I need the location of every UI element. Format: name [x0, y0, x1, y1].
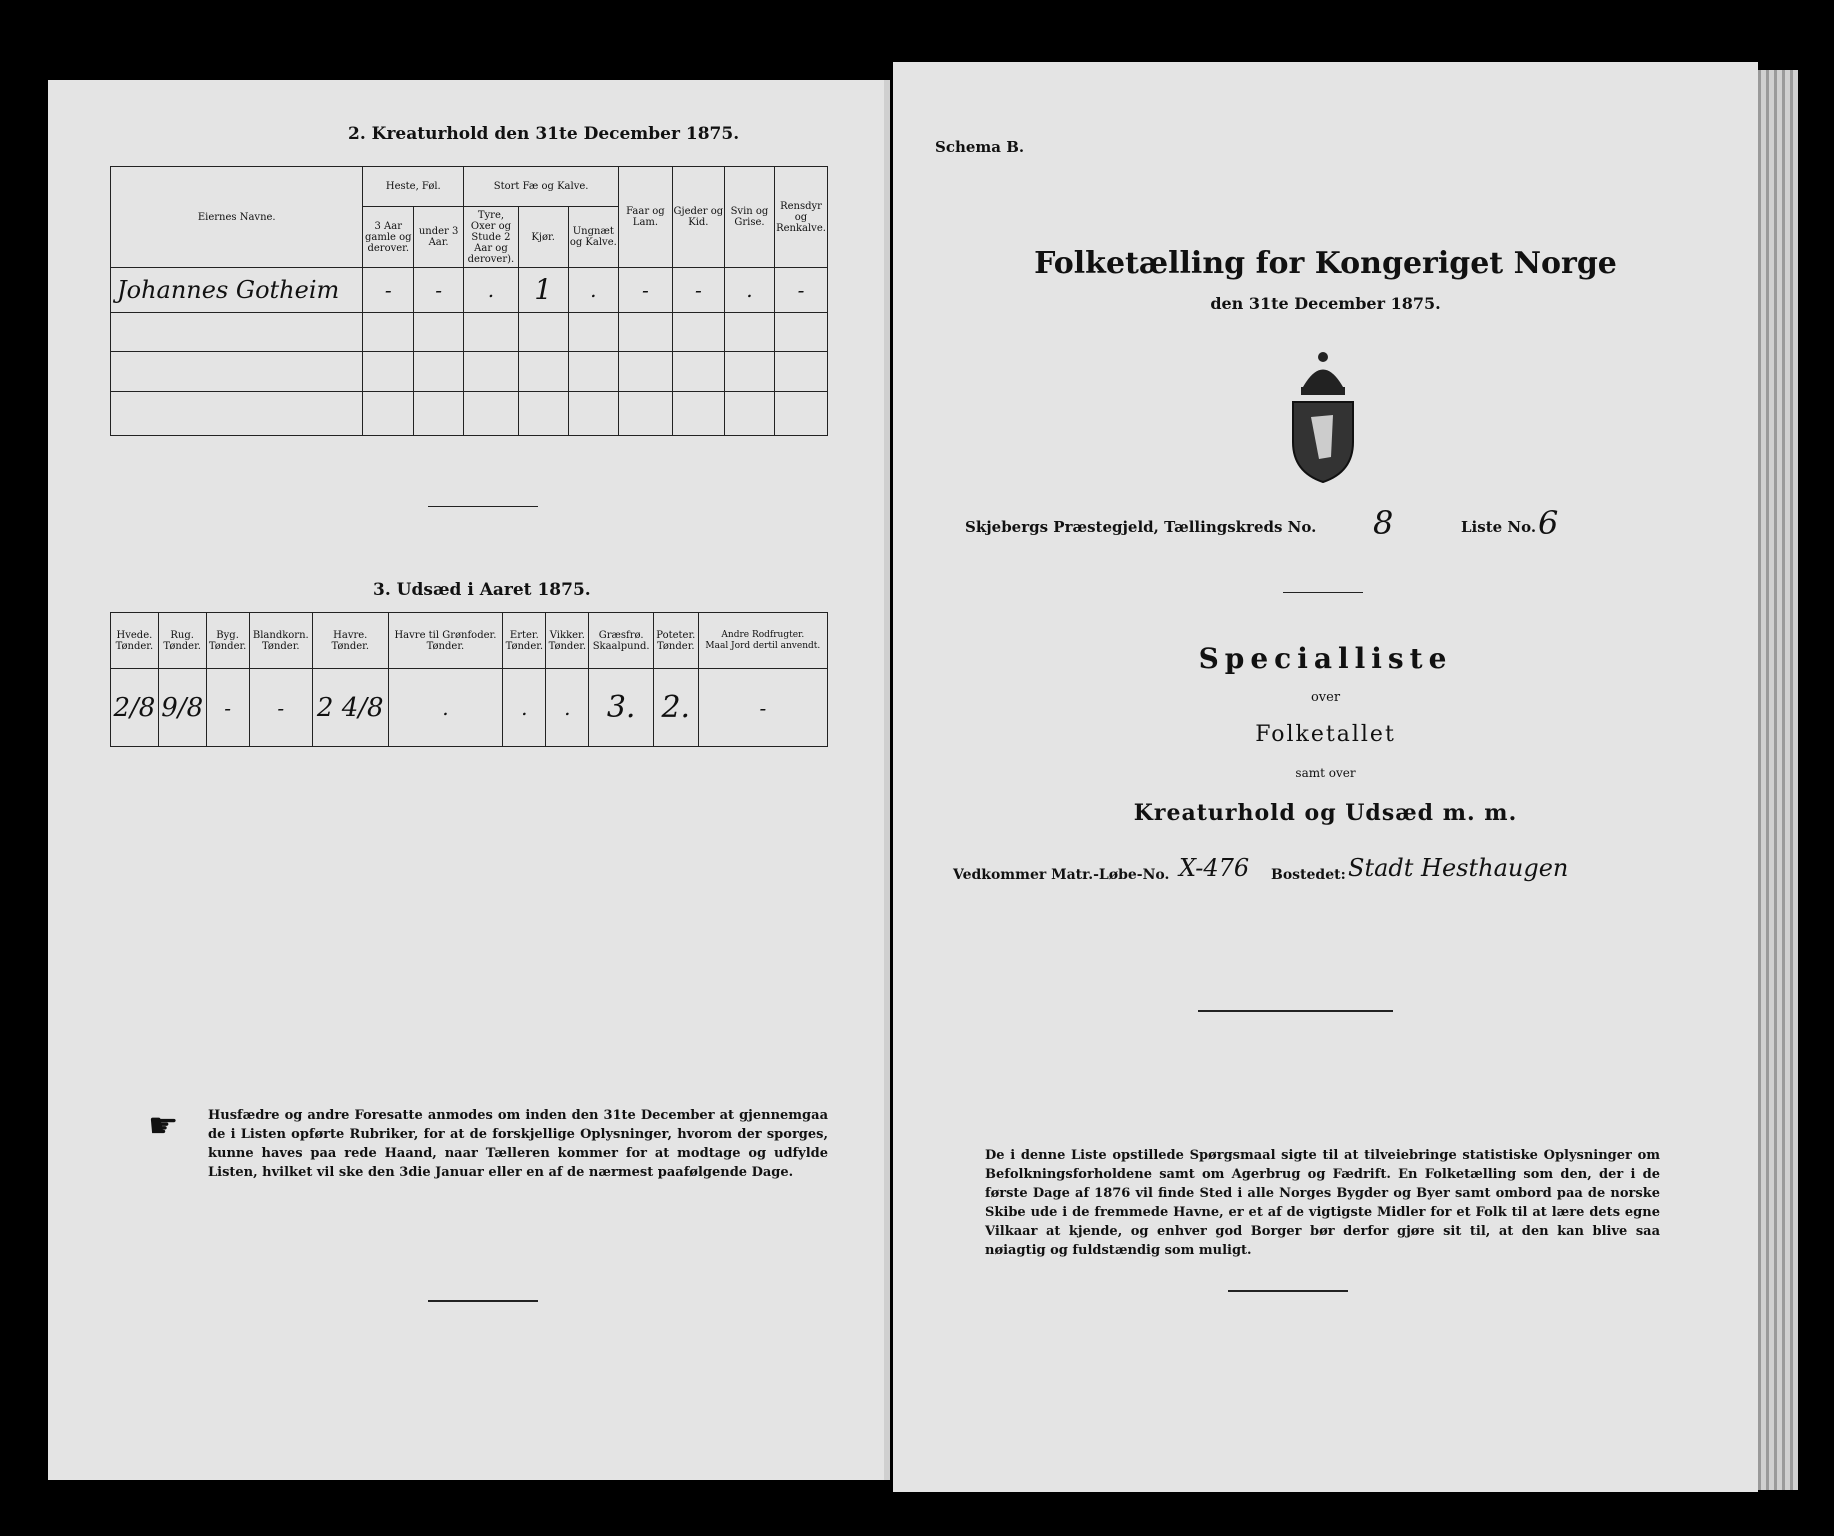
seed-header — [546, 613, 589, 669]
seed-name: Erter. — [509, 629, 539, 641]
seed-header — [653, 613, 698, 669]
seed-name: Vikker. — [549, 629, 585, 641]
seed-value: 2 4/8 — [313, 669, 388, 747]
divider — [1198, 1010, 1393, 1012]
pointing-hand-icon: ☛ — [148, 1106, 179, 1146]
divider — [428, 506, 538, 507]
section2-title: 2. Kreaturhold den 31te December 1875. — [348, 124, 740, 144]
livestock-table — [110, 166, 828, 436]
seed-name: Blandkorn. — [252, 629, 309, 641]
seed-value: . — [546, 669, 589, 747]
seed-value: 9/8 — [158, 669, 206, 747]
seed-unit: Tønder. — [163, 640, 201, 652]
seed-name: Hvede. — [116, 629, 153, 641]
col-owner: Eiernes Navne. — [111, 167, 363, 268]
col-horses-old: 3 Aar gamle og derover. — [363, 206, 414, 268]
divider — [428, 1300, 538, 1302]
seed-unit: Maal Jord dertil anvendt. — [705, 640, 821, 651]
livestock-value: 1 — [518, 268, 568, 312]
seed-header — [206, 613, 249, 669]
livestock-value: - — [363, 268, 414, 312]
seed-value: - — [249, 669, 312, 747]
seed-header — [503, 613, 546, 669]
divider — [1228, 1290, 1348, 1292]
col-reindeer: Rensdyr og Renkalve. — [775, 167, 828, 268]
seed-name: Byg. — [216, 629, 239, 641]
parish-label: Skjebergs Præstegjeld, Tællingskreds No. — [965, 518, 1317, 536]
seed-header — [313, 613, 388, 669]
seed-value: - — [698, 669, 827, 747]
section3-title: 3. Udsæd i Aaret 1875. — [373, 580, 591, 600]
seed-unit: Tønder. — [331, 640, 370, 652]
col-sheep: Faar og Lam. — [619, 167, 673, 268]
seed-name: Havre til Grønfoder. — [394, 629, 497, 641]
col-calves: Ungnæt og Kalve. — [568, 206, 619, 268]
right-page — [893, 62, 1758, 1492]
livestock-value: . — [568, 268, 619, 312]
seed-value: 3. — [589, 669, 654, 747]
seed-unit: Tønder. — [208, 640, 247, 652]
specialliste-title: Specialliste — [1198, 642, 1453, 675]
seed-header — [589, 613, 654, 669]
livestock-value: . — [724, 268, 774, 312]
seed-unit: Tønder. — [115, 640, 154, 652]
bosted-label: Bostedet: — [1271, 867, 1346, 883]
seed-header — [111, 613, 159, 669]
seed-value: 2/8 — [111, 669, 159, 747]
livestock-value: . — [464, 268, 519, 312]
seed-name: Havre. — [333, 629, 368, 641]
matr-value: X-476 — [1179, 854, 1250, 882]
schema-label: Schema B. — [935, 138, 1025, 156]
seed-value: - — [206, 669, 249, 747]
bosted-value: Stadt Hesthaugen — [1348, 854, 1569, 882]
owner-name: Johannes Gotheim — [111, 268, 363, 312]
footer-text: De i denne Liste opstillede Spørgsmaal sigte til at tilveiebringe statistiske Oplysninger om Befolkningsforholdene samt om Agerbrug og Fædrift. En Folketælling som den, der i de første Dage af 1876 vil finde Sted i alle Norges Bygder og Byer samt ombord paa de norske Skibe ude i de fremmede Havne, er et af de vigtigste Midler for et Folk til at lære dets egne Vilkaar at kjende, og enhver god Borger bør derfor gjøre sit til, at den kan blive saa nøiagtig og fuldstændig som muligt. — [985, 1148, 1660, 1258]
col-bulls: Tyre, Oxer og Stude 2 Aar og derover). — [464, 206, 519, 268]
seed-header — [698, 613, 827, 669]
main-title: Folketælling for Kongeriget Norge — [1034, 246, 1617, 281]
over-label: over — [1310, 690, 1341, 705]
seed-unit: Skaalpund. — [592, 640, 650, 652]
seed-unit: Tønder. — [262, 640, 300, 652]
coat-of-arms-icon — [1283, 347, 1363, 487]
seed-header — [249, 613, 312, 669]
col-pigs: Svin og Grise. — [724, 167, 774, 268]
seed-unit: Tønder. — [426, 640, 465, 652]
samt-over-label: samt over — [1295, 766, 1356, 780]
seed-header — [388, 613, 503, 669]
notice-text: Husfædre og andre Foresatte anmodes om inden den 31te December at gjennemgaa de i Listen opførte Rubriker, for at de forskjellige Oplysninger, hvorom der sporges, kunne haves paa rede Haand, naar Tælleren kommer for at modtage og udfylde Listen, hvilket vil ske den 3die Januar eller en af de nærmest paafølgende Dage. — [208, 1108, 828, 1180]
district-number: 8 — [1373, 504, 1394, 542]
col-goats: Gjeder og Kid. — [672, 167, 724, 268]
list-number: 6 — [1538, 504, 1559, 542]
seed-value: . — [503, 669, 546, 747]
livestock-value: - — [775, 268, 828, 312]
seed-header — [158, 613, 206, 669]
seed-name: Andre Rodfrugter. — [721, 629, 805, 640]
census-date: den 31te December 1875. — [1210, 294, 1441, 313]
col-cattle: Stort Fæ og Kalve. — [464, 167, 619, 207]
livestock-value: - — [672, 268, 724, 312]
seed-value: . — [388, 669, 503, 747]
matr-label: Vedkommer Matr.-Løbe-No. — [953, 867, 1170, 883]
seed-name: Poteter. — [656, 629, 696, 641]
seed-value: 2. — [653, 669, 698, 747]
list-label: Liste No. — [1461, 518, 1537, 536]
divider — [1283, 592, 1363, 593]
page-edge-stack — [1758, 70, 1798, 1490]
left-page — [48, 80, 890, 1480]
seed-table — [110, 612, 828, 747]
seed-unit: Tønder. — [505, 640, 544, 652]
col-cows: Kjør. — [518, 206, 568, 268]
folketallet-label: Folketallet — [1255, 722, 1396, 747]
livestock-value: - — [414, 268, 464, 312]
seed-name: Rug. — [170, 629, 194, 641]
col-horses-young: under 3 Aar. — [414, 206, 464, 268]
kreaturhold-label: Kreaturhold og Udsæd m. m. — [1133, 800, 1518, 826]
seed-unit: Tønder. — [548, 640, 587, 652]
seed-unit: Tønder. — [657, 640, 695, 652]
livestock-value: - — [619, 268, 673, 312]
seed-name: Græsfrø. — [598, 629, 644, 641]
col-horses: Heste, Føl. — [363, 167, 464, 207]
